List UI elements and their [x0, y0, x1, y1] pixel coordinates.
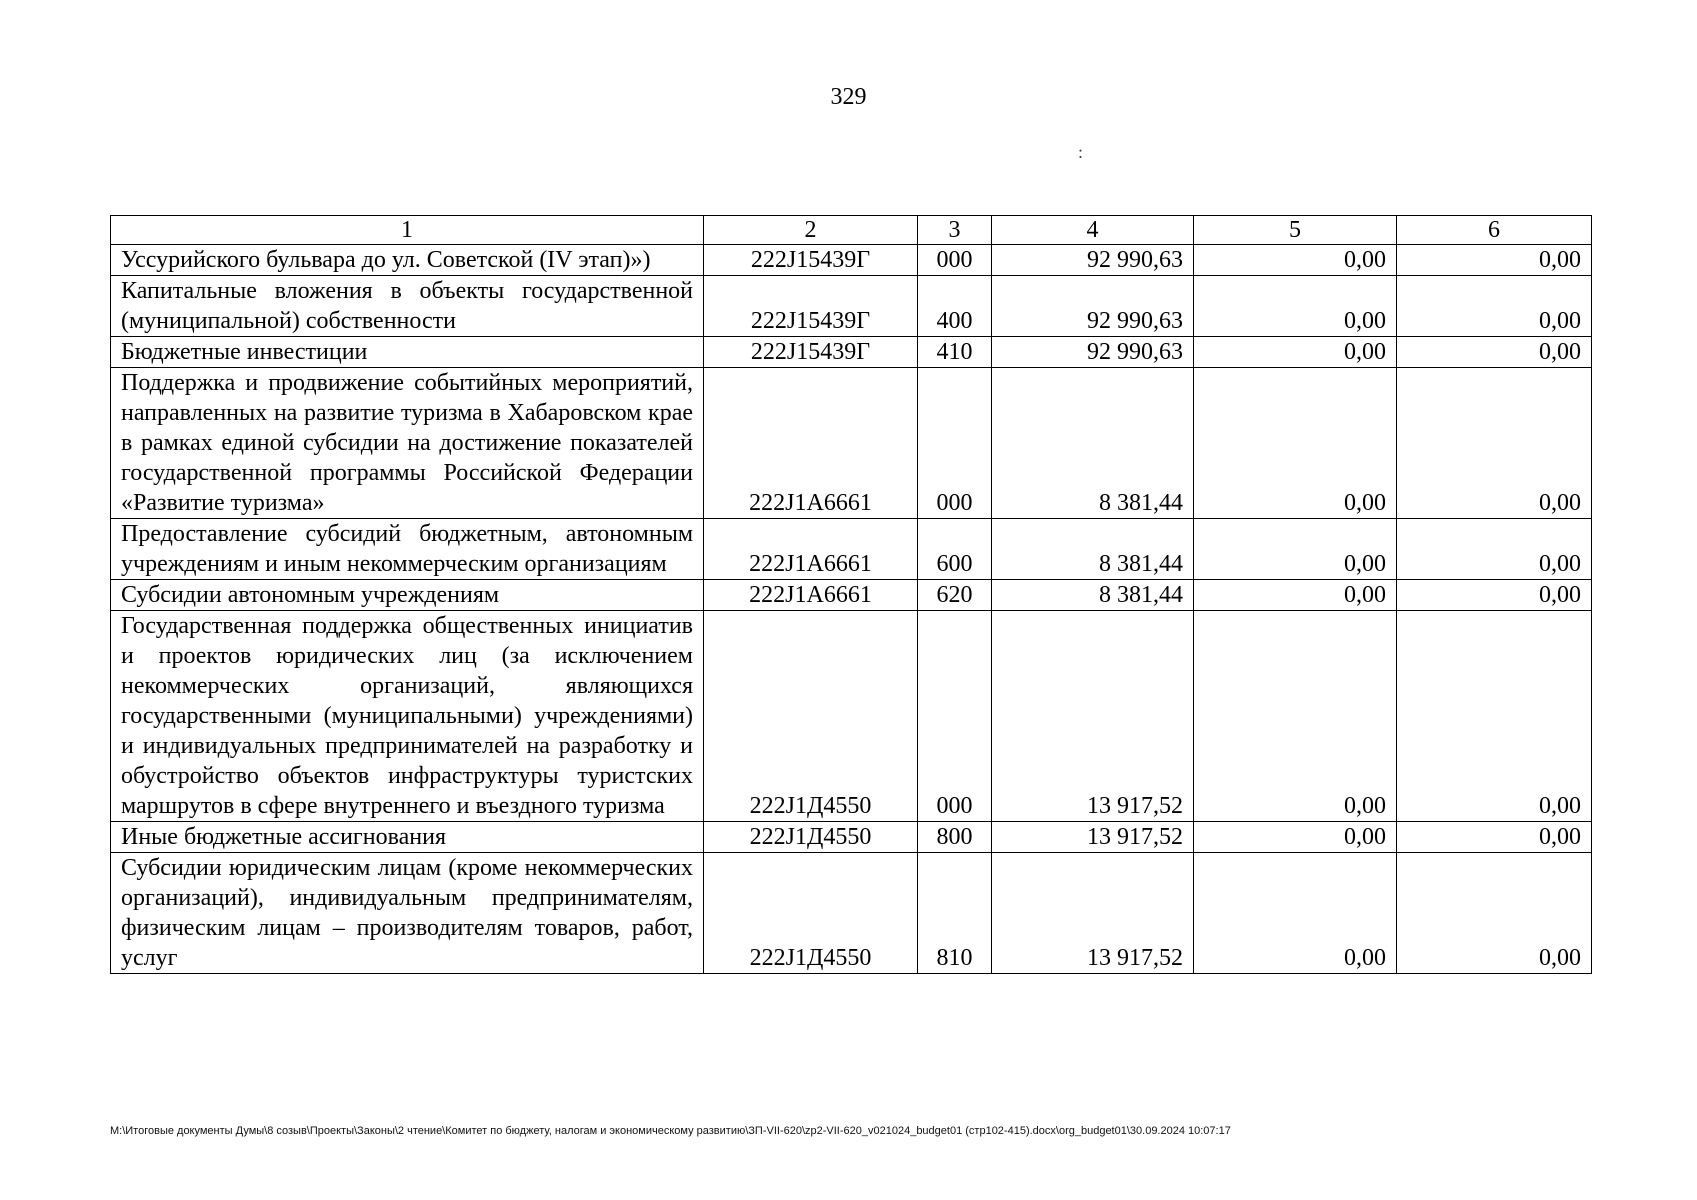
expense-type-code: 810	[918, 853, 992, 974]
amount-col-6: 0,00	[1397, 853, 1592, 974]
expense-type-code: 000	[918, 611, 992, 822]
target-article-code: 222J1Д4550	[704, 611, 918, 822]
expense-type-code: 800	[918, 822, 992, 853]
amount-col-5: 0,00	[1194, 611, 1397, 822]
table-row	[111, 276, 1592, 337]
amount-col-4: 13 917,52	[992, 853, 1194, 974]
amount-col-5: 0,00	[1194, 368, 1397, 519]
target-article-code: 222J1Д4550	[704, 822, 918, 853]
row-description: Поддержка и продвижение событийных мероприятий, направленных на развитие туризма в Хабаровском крае в рамках единой субсидии на достижение показателей государственной программы Российской Федерации «Развитие туризма»	[111, 368, 704, 519]
amount-col-4: 13 917,52	[992, 611, 1194, 822]
amount-col-4: 92 990,63	[992, 245, 1194, 276]
amount-col-5: 0,00	[1194, 337, 1397, 368]
target-article-code: 222J1А6661	[704, 519, 918, 580]
amount-col-6: 0,00	[1397, 276, 1592, 337]
target-article-code: 222J15439Г	[704, 245, 918, 276]
row-description: Капитальные вложения в объекты государственной (муниципальной) собственности	[111, 276, 704, 337]
target-article-code: 222J1А6661	[704, 368, 918, 519]
amount-col-5: 0,00	[1194, 276, 1397, 337]
stray-mark: :	[1078, 142, 1084, 162]
table-body	[111, 216, 1592, 974]
amount-col-5: 0,00	[1194, 245, 1397, 276]
row-description: Предоставление субсидий бюджетным, автономным учреждениям и иным некоммерческим организациям	[111, 519, 704, 580]
expense-type-code: 620	[918, 580, 992, 611]
header-col-5: 5	[1194, 216, 1397, 245]
table-row	[111, 368, 1592, 519]
header-col-6: 6	[1397, 216, 1592, 245]
header-col-1: 1	[111, 216, 704, 245]
amount-col-6: 0,00	[1397, 580, 1592, 611]
amount-col-6: 0,00	[1397, 368, 1592, 519]
amount-col-6: 0,00	[1397, 337, 1592, 368]
amount-col-5: 0,00	[1194, 853, 1397, 974]
header-col-3: 3	[918, 216, 992, 245]
amount-col-6: 0,00	[1397, 245, 1592, 276]
table-header-row	[111, 216, 1592, 245]
amount-col-5: 0,00	[1194, 822, 1397, 853]
target-article-code: 222J15439Г	[704, 276, 918, 337]
row-description: Субсидии автономным учреждениям	[111, 580, 704, 611]
header-col-4: 4	[992, 216, 1194, 245]
table-row	[111, 245, 1592, 276]
expense-type-code: 410	[918, 337, 992, 368]
amount-col-5: 0,00	[1194, 580, 1397, 611]
header-col-2: 2	[704, 216, 918, 245]
file-path-footer: M:\Итоговые документы Думы\8 созыв\Проекты\Законы\2 чтение\Комитет по бюджету, налогам и экономическому развитию\ЗП-VII-620\zp2-VII-620_v021024_budget01 (стр102-415).docx\org_budget01\30.09.2024 10:07:17	[110, 1125, 1231, 1137]
expense-type-code: 600	[918, 519, 992, 580]
budget-table	[110, 215, 1592, 974]
amount-col-4: 13 917,52	[992, 822, 1194, 853]
amount-col-6: 0,00	[1397, 519, 1592, 580]
amount-col-4: 8 381,44	[992, 580, 1194, 611]
table-row	[111, 853, 1592, 974]
amount-col-5: 0,00	[1194, 519, 1397, 580]
amount-col-4: 92 990,63	[992, 276, 1194, 337]
target-article-code: 222J15439Г	[704, 337, 918, 368]
amount-col-4: 92 990,63	[992, 337, 1194, 368]
table-row	[111, 337, 1592, 368]
row-description: Уссурийского бульвара до ул. Советской (IV этап)»)	[111, 245, 704, 276]
page-number: 329	[830, 84, 867, 110]
expense-type-code: 400	[918, 276, 992, 337]
row-description: Государственная поддержка общественных инициатив и проектов юридических лиц (за исключением некоммерческих организаций, являющихся государственными (муниципальными) учреждениями) и индивидуальных предпринимателей на разработку и обустройство объектов инфраструктуры туристских маршрутов в сфере внутреннего и въездного туризма	[111, 611, 704, 822]
amount-col-4: 8 381,44	[992, 519, 1194, 580]
expense-type-code: 000	[918, 245, 992, 276]
table-row	[111, 519, 1592, 580]
amount-col-4: 8 381,44	[992, 368, 1194, 519]
row-description: Субсидии юридическим лицам (кроме некоммерческих организаций), индивидуальным предпринимателям, физическим лицам – производителям товаров, работ, услуг	[111, 853, 704, 974]
expense-type-code: 000	[918, 368, 992, 519]
table-row	[111, 580, 1592, 611]
amount-col-6: 0,00	[1397, 822, 1592, 853]
table-row	[111, 822, 1592, 853]
amount-col-6: 0,00	[1397, 611, 1592, 822]
target-article-code: 222J1А6661	[704, 580, 918, 611]
target-article-code: 222J1Д4550	[704, 853, 918, 974]
row-description: Бюджетные инвестиции	[111, 337, 704, 368]
row-description: Иные бюджетные ассигнования	[111, 822, 704, 853]
table-row	[111, 611, 1592, 822]
